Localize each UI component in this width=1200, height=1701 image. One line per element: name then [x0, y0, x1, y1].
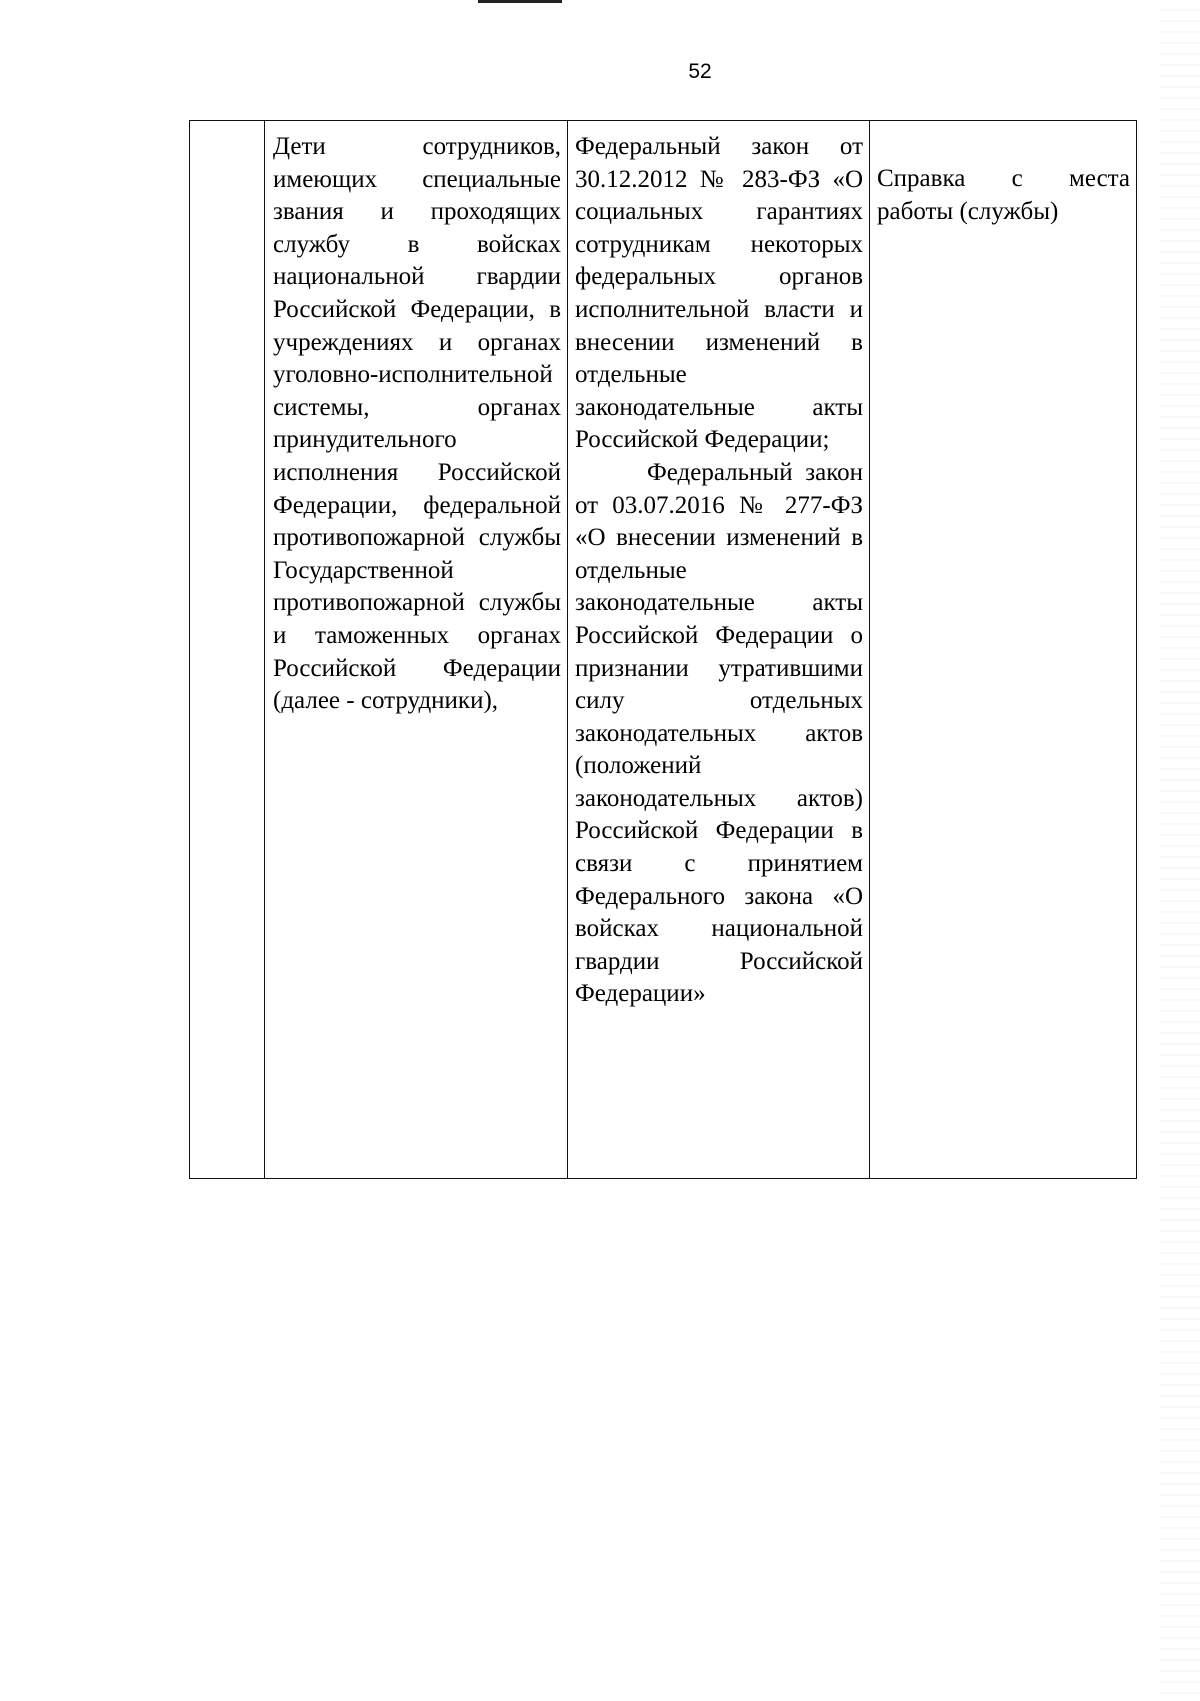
number-cell [190, 121, 265, 1179]
category-cell [265, 121, 568, 1179]
benefits-table [189, 120, 1137, 1179]
page-number: 52 [688, 60, 712, 83]
scan-mark [478, 0, 562, 3]
legal-basis-text [568, 121, 869, 1011]
legal-basis-cell [568, 121, 870, 1179]
required-document-text: Справка с места работы (службы) [877, 165, 1130, 225]
required-document-cell [870, 121, 1137, 1179]
table-row [190, 121, 1137, 1179]
scan-edge-noise [1160, 0, 1200, 1701]
law-283-fz: Федеральный закон от 30.12.2012 № 283-ФЗ «О социальных гарантиях сотрудникам некоторых федеральных органов исполнительной власти и внесении изменений в отдельные законодательные акты Российской Федерации; [575, 133, 863, 454]
category-text: Дети сотрудников, имеющих специальные звания и проходящих службу в войсках национальной гвардии Российской Федерации, в учреждениях и органах уголовно-исполнительной системы, органах принудительного исполнения Российской Федерации, федеральной противопожарной службы Государственной противопожарной службы и таможенных органах Российской Федерации (далее - сотрудники), [273, 133, 561, 715]
law-277-fz: Федеральный закон от 03.07.2016 № 277-ФЗ «О внесении изменений в отдельные законодательные акты Российской Федерации о признании утратившими силу отдельных законодательных актов (положений законодательных актов) Российской Федерации в связи с принятием Федерального закона «О войсках национальной гвардии Российской Федерации» [575, 458, 863, 1008]
